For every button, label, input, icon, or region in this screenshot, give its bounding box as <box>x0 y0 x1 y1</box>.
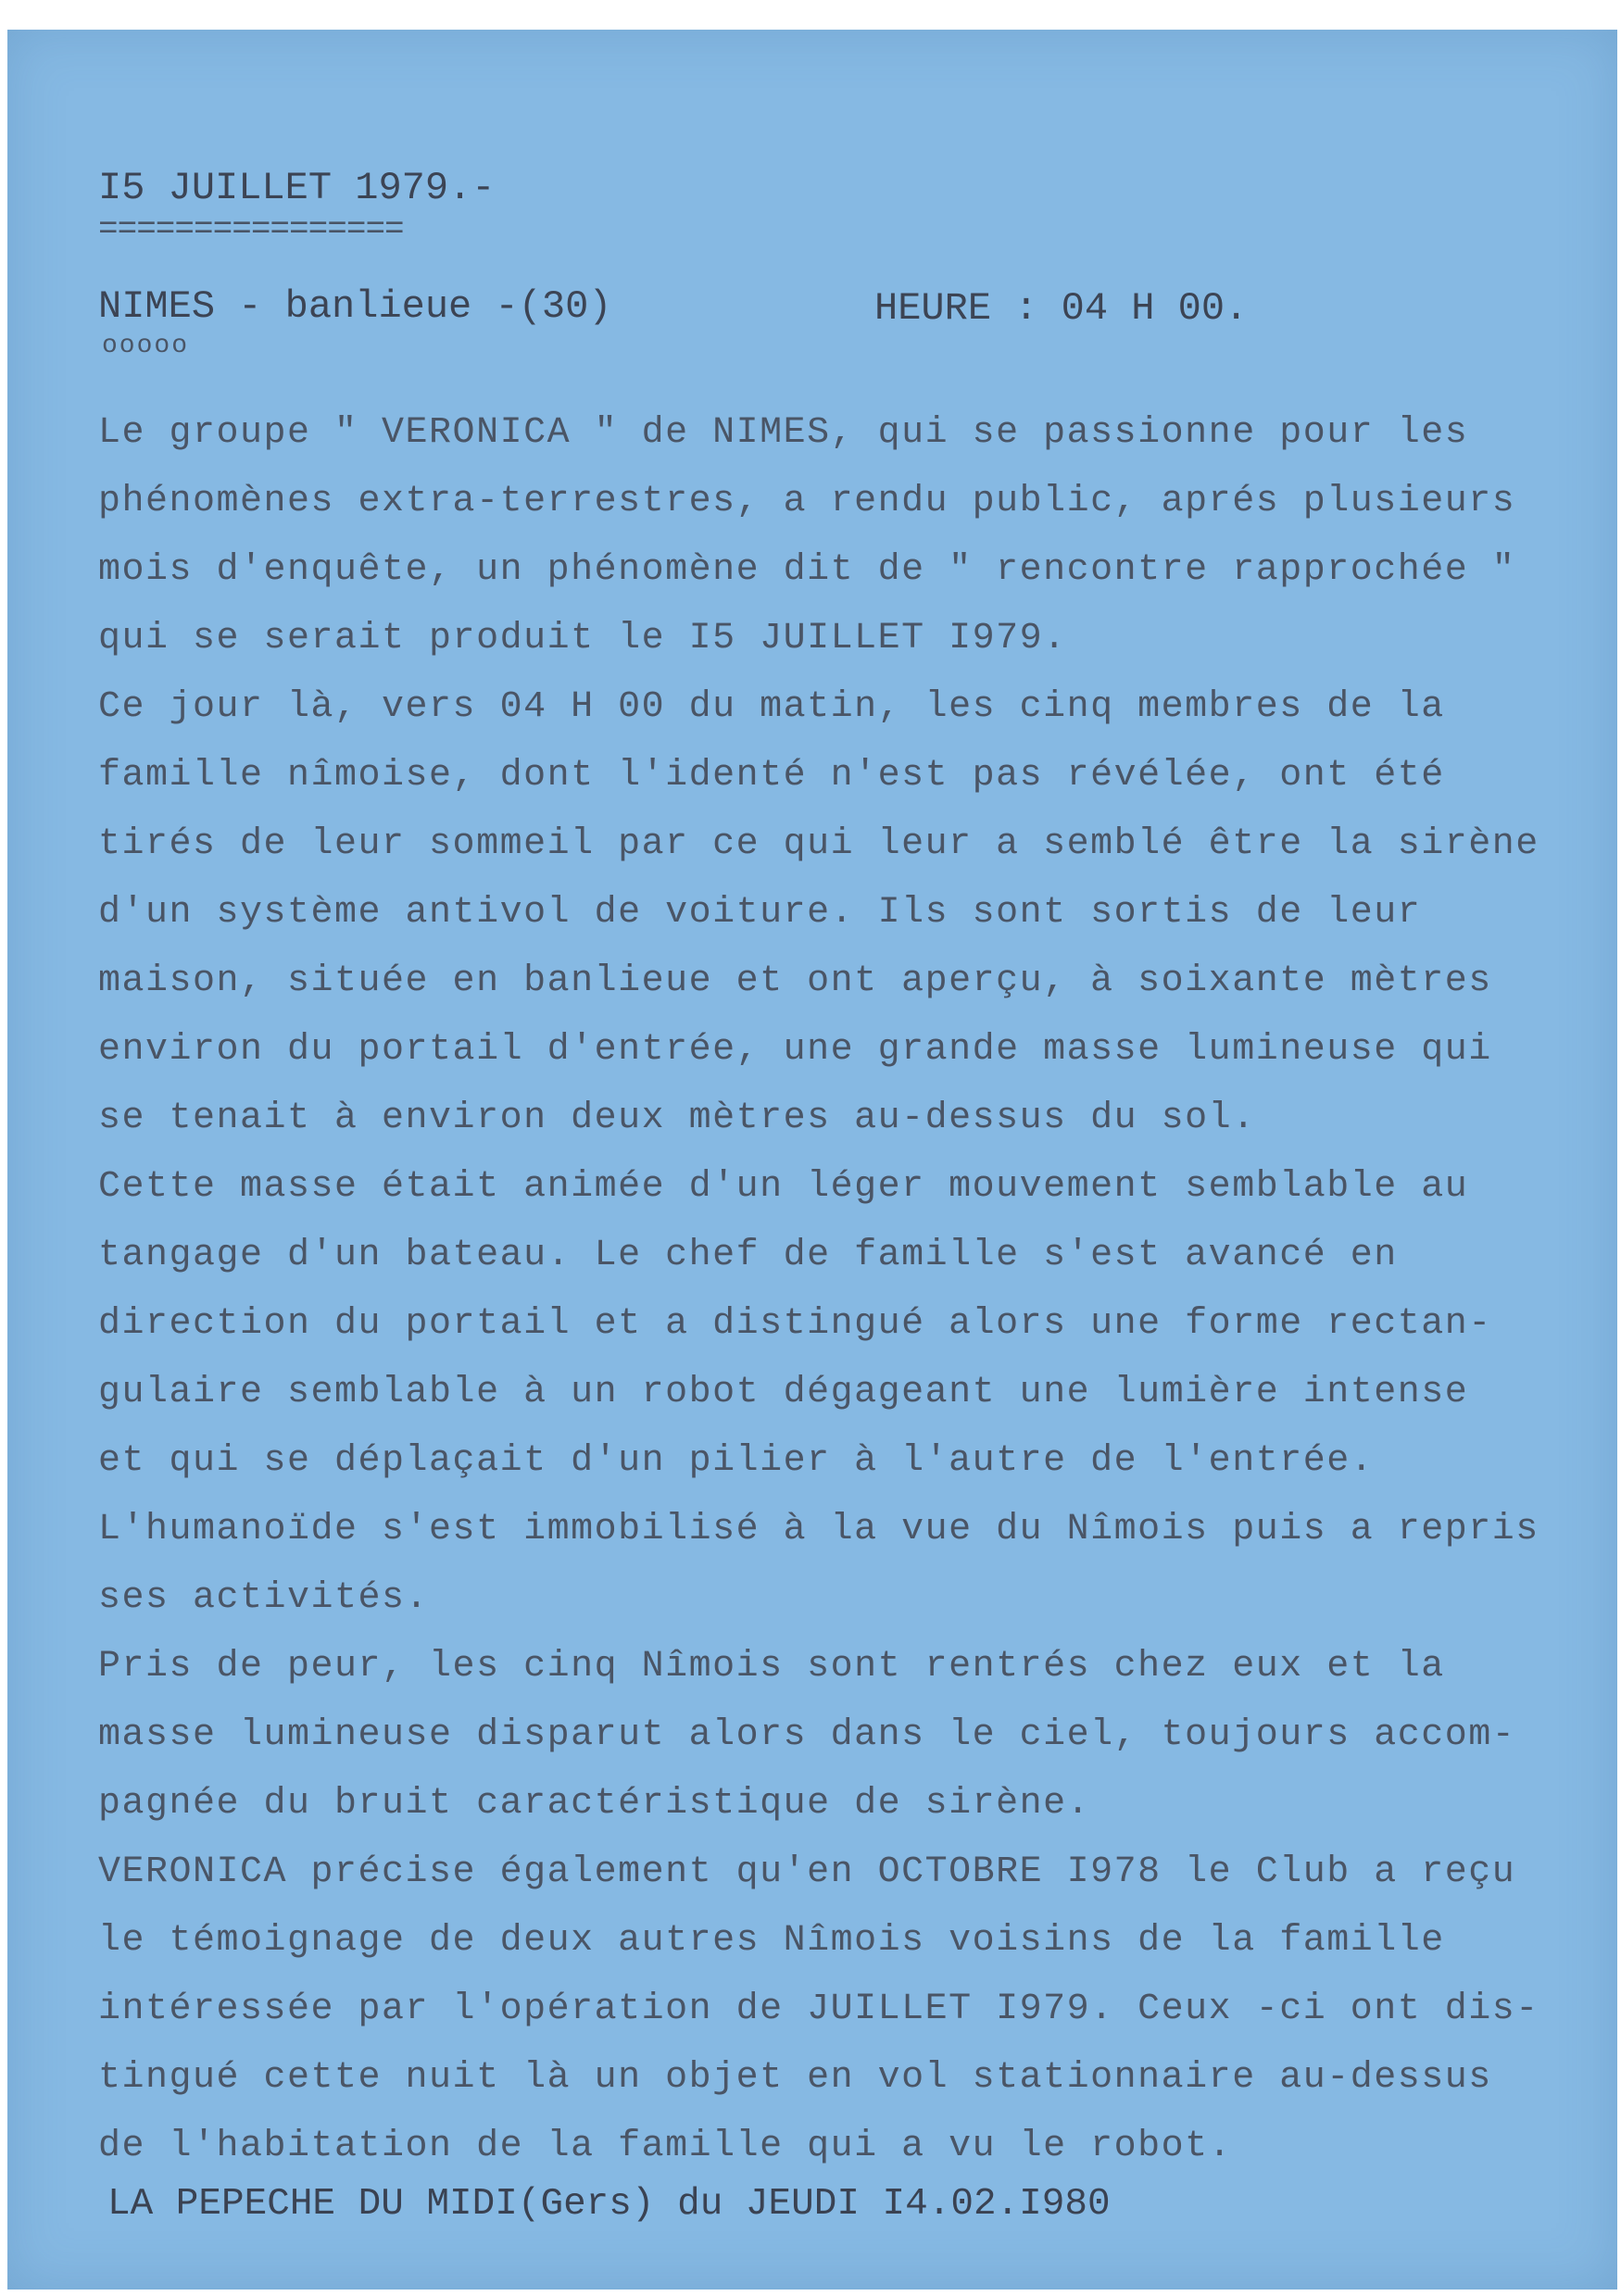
body-line: L'humanoïde s'est immobilisé à la vue du Nîmois puis a repris <box>98 1509 1539 1550</box>
body-line: famille nîmoise, dont l'identé n'est pas révélée, ont été <box>98 755 1445 797</box>
body-line: d'un système antivol de voiture. Ils sont sortis de leur <box>98 892 1422 934</box>
date-underline: ================ <box>98 210 404 248</box>
body-line: Le groupe " VERONICA " de NIMES, qui se passionne pour les <box>98 412 1469 454</box>
body-line: Pris de peur, les cinq Nîmois sont rentrés chez eux et la <box>98 1646 1445 1687</box>
body-line: le témoignage de deux autres Nîmois voisins de la famille <box>98 1920 1445 1962</box>
body-line: masse lumineuse disparut alors dans le ciel, toujours accom- <box>98 1714 1516 1756</box>
document-time: HEURE : 04 H 00. <box>874 286 1249 331</box>
body-line: tingué cette nuit là un objet en vol stationnaire au-dessus <box>98 2057 1492 2099</box>
body-line: mois d'enquête, un phénomène dit de " rencontre rapprochée " <box>98 549 1516 591</box>
body-line: phénomènes extra-terrestres, a rendu public, aprés plusieurs <box>98 481 1516 522</box>
body-line: et qui se déplaçait d'un pilier à l'autre de l'entrée. <box>98 1440 1375 1482</box>
body-line: de l'habitation de la famille qui a vu le robot. <box>98 2126 1233 2167</box>
body-line: VERONICA précise également qu'en OCTOBRE I978 le Club a reçu <box>98 1851 1516 1893</box>
body-line: gulaire semblable à un robot dégageant une lumière intense <box>98 1372 1469 1413</box>
location-underline: ooooo <box>102 332 190 360</box>
document-location: NIMES - banlieue -(30) <box>98 284 612 329</box>
body-line: qui se serait produit le I5 JUILLET I979. <box>98 618 1067 659</box>
document-date: I5 JUILLET 1979.- <box>98 166 496 210</box>
body-line: tangage d'un bateau. Le chef de famille s'est avancé en <box>98 1235 1398 1276</box>
body-line: se tenait à environ deux mètres au-dessus du sol. <box>98 1098 1256 1139</box>
body-line: maison, située en banlieue et ont aperçu, à soixante mètres <box>98 960 1492 1002</box>
body-line: Cette masse était animée d'un léger mouvement semblable au <box>98 1166 1469 1208</box>
typed-document-sheet <box>7 30 1617 2290</box>
body-line: environ du portail d'entrée, une grande masse lumineuse qui <box>98 1029 1492 1071</box>
body-line: direction du portail et a distingué alors une forme rectan- <box>98 1303 1492 1345</box>
body-line: pagnée du bruit caractéristique de sirène. <box>98 1783 1091 1825</box>
body-line: tirés de leur sommeil par ce qui leur a semblé être la sirène <box>98 823 1539 865</box>
source-citation: LA PEPECHE DU MIDI(Gers) du JEUDI I4.02.I980 <box>107 2183 1111 2226</box>
body-line: intéressée par l'opération de JUILLET I979. Ceux -ci ont dis- <box>98 1989 1539 2030</box>
body-line: Ce jour là, vers 04 H 00 du matin, les cinq membres de la <box>98 686 1445 728</box>
body-line: ses activités. <box>98 1577 430 1619</box>
